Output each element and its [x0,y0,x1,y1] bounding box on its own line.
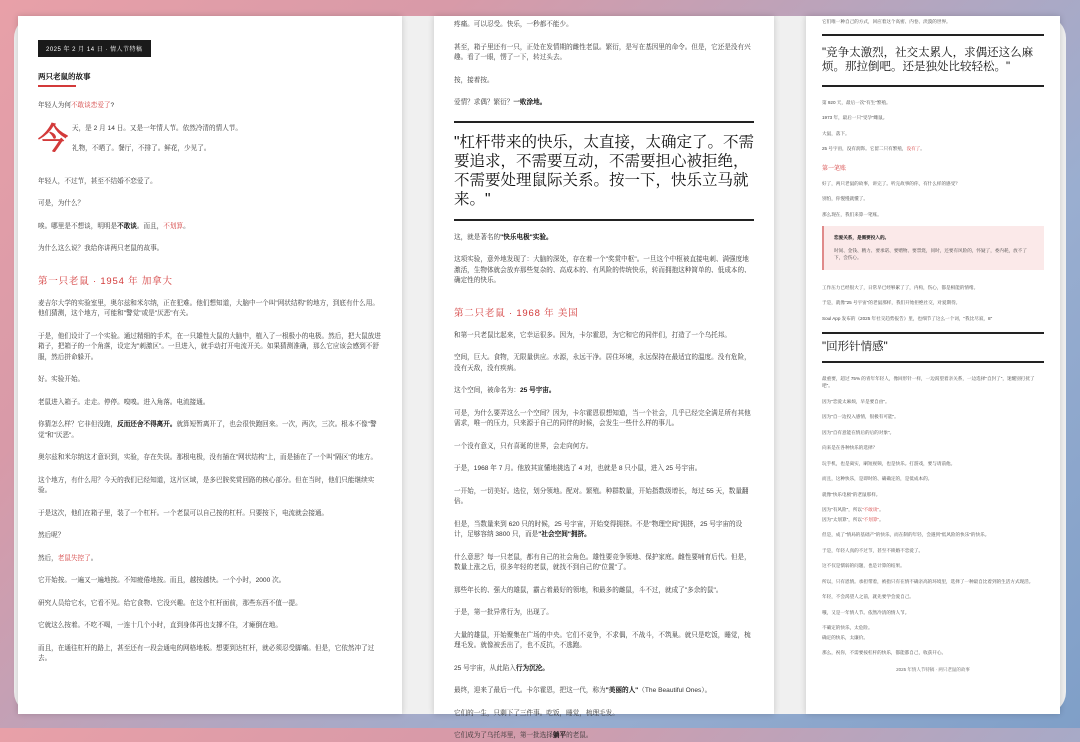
paragraph: 大量的雄鼠，开始聚集在广场的中央。它们不竞争，不求偶，不战斗，不筑巢。就只是吃饭，睡觉，梳理毛发。就像被丢出了，也不反抗，不逃跑。 [454,631,751,649]
callout-text: 时间、金钱、精力、要承诺、要赠物、要票烧，同时，还要有风险的，怀疑了，委内耗，放不了下，会伤心。 [834,247,1027,260]
paragraph: 甚至，箱子里还有一只，正处在发情期的雌性老鼠。繁衍，是写在基因里的命令。但是，它还是没有兴趣。看了一眼，愣了一下，转过头去。 [454,43,751,61]
paragraph: 老鼠进入箱子。走走。停停。嗅嗅。进入角落。电流接通。 [38,398,210,406]
article-title: 两只老鼠的故事 [38,72,91,81]
pull-quote [822,34,1044,87]
paragraph: 和第一只老鼠比起来，它幸运很多。因为，卡尔霍恩，为它和它的同伴们，打造了一个乌托邦。 [454,331,731,339]
section-heading: 第二只老鼠 · 1968 年 美国 [454,307,579,319]
paragraph: 于是，他们设计了一个实验。通过精细的手术，在一只雄性大鼠的大脑中，植入了一根极小的电极。然后，把大鼠放进箱子，把箱子的一个角落，设定为"刺激区"。一旦进入，就手动打开电流开关。如果猜测准确，那么它应该会感到不舒服，然后拼命躲开。 [38,332,381,361]
paragraph: 而且，这种快乐，是即时的、确确定的，是低成本的。 [822,476,933,481]
section-heading: 第一笔账 [822,165,847,172]
paragraph: 这个空间，被命名为：25 号宇宙。 [454,387,556,394]
paragraph: 但是，当数量来到 620 只的时候，25 号宇宙，开始变得拥挤。不是"物理空间"拥挤，25 号宇宙的设计，足够容纳 3800 只，而是"社会空间"拥挤。 [454,520,743,538]
paragraph: 哦，又是一年情人节。依然冷清的情人节。 [822,609,910,615]
paragraph: 这项实验，意外地发现了：大脑的深处，存在着一个"奖赏中枢"。一旦这个中枢被直接电刺、满强度地激活，生物体就会放弃那些复杂的、高成本的、有风险的传统快乐，转而拥抱这种简单的、低成本的、确定性的快乐。 [454,256,751,284]
paragraph: 因为"有风险"，所以"不敢谈"。 [822,507,884,512]
paragraph: 年轻人，不过节，甚至不结婚不恋爱了。 [38,177,157,185]
paragraph: 一开始，一切美好。选位，划分领地。配对。繁殖。种群数量，开始指数级增长，每过 55 天，数量翻倍。 [454,487,749,505]
paragraph: 为什么这么说？我给你讲两只老鼠的故事。 [38,245,164,252]
paragraph: 这个地方，有什么用？今天的我们已经知道，这片区域，是多巴胺奖赏回路的核心部分。但在当时，他们只能继续实验。 [38,476,375,494]
paragraph: 什么意思？每一只老鼠，都有自己的社会角色。雄性要竞争领地、保护家庭。雌性要哺育后代。但是，数量上涨之后，很多年轻的老鼠，就找不到自己的"位置"了。 [454,553,751,571]
paragraph: 唉。哪里是不想谈，明明是不敢谈。而且，不划算。 [38,222,190,230]
paragraph: 因为"恋爱太麻烦，早是要自由"。 [822,398,890,404]
callout-box [822,226,1044,270]
paragraph: 最重要，超过 75% 的青年年轻人，像回形针一样，一边渴望着亲关系，一边选择"自封了"，迷醒别打扰了吧"。 [822,375,1035,388]
paragraph: 按，接着按。 [454,76,494,84]
paragraph: 因为"太划算"，所以"不划算"。 [822,516,884,522]
callout-title: 恋爱关系，是需要投入的。 [834,235,890,240]
paragraph: 25 号宇宙，没有润饰。它留二只有繁殖，没有了。 [822,146,925,151]
paragraph: 确定的快乐，太廉价。 [822,634,868,640]
document-page-1 [18,16,402,714]
paragraph: 不确定的快乐，太危险。 [822,625,873,630]
paragraph: 奥尔兹和米尔纳这才意识到，实验，存在失误。那根电极，没有插在"网状结构"上，而是插在了一个叫"隔区"的地方。 [38,454,378,461]
paragraph: 它们的一生，只剩下了三件事。吃饭，睡觉，梳理毛发。 [454,709,619,717]
paragraph: 它就这么按着。不吃不喝，一连十几个小时，直到身体再也支撑不住，才瘫倒在地。 [38,622,282,629]
paragraph: 就像"快乐电极"的老鼠那样。 [822,491,881,497]
paragraph: 但是，成了"情局的基础产"的快乐，而在制的年轻，会遇到"低风险的快乐"的快乐。 [822,532,990,537]
paragraph: 因为"自一边投入感情，很极有可能"。 [822,414,899,419]
paragraph: Soul App 发布的《2025 年社交趋势报告》里，也细节了这么一个词，"我比尽寂，8" [822,315,993,321]
paragraph: 于是，1968 年 7 月。他放其宣懂地挑选了 4 对，也就是 8 只小鼠，进入 25 号宇宙。 [454,465,702,472]
paragraph: 向来是在各种快乐的选择？ [822,445,878,450]
pull-quote-text: "竞争太激烈，社交太累人，求偶还这么麻烦。那拉倒吧。还是独处比较轻松。" [822,46,1034,73]
paragraph: 于是，就像"25 号宇宙"的老鼠那样，我们开始拒绝社交，对爱期待。 [822,300,961,305]
paragraph: 玩手机，也是离实，刷短视频，也是快乐。打游戏，要与请前他。 [822,460,956,466]
paragraph: 那么现在，我们来算一笔账。 [822,211,882,217]
paragraph: 所以，只有恩情。承担带着，被指只有在情不确亲高的环境里，选择了一种最自比着到的生活方式现活。 [822,578,1034,584]
paragraph: 最终，迎来了最后一代。卡尔霍恩，把这一代，称为"美丽的人"（The Beautiful Ones）。 [454,687,712,694]
paragraph: 礼物，不晒了。餐厅，不排了。鲜花，少见了。 [72,145,211,152]
paragraph: 空间，巨大。食物，无限量供应。水源，永远干净。居住环境，永远保持在最适宜的温度。没有危险，没有天敌，没有疾病。 [454,354,751,372]
date-tag: 2025 年 2 月 14 日 · 情人节特稿 [38,40,151,57]
paragraph: 然后，老鼠失控了。 [38,554,98,562]
paragraph: 你猜怎么样？它非但没跑，反而还舍不得离开。就算短暂离开了，也会很快跑回来。一次，两次，三次。根本不像"警觉"和"厌恶"。 [38,421,377,439]
paragraph: 它们成为了乌托邦里，第一批选择躺平的老鼠。 [454,732,593,739]
paragraph: 于是，第一批异常行为，出现了。 [454,609,553,616]
paragraph: 因为"自有意能在情后的后的对象"。 [822,429,895,435]
viewer-frame [14,16,1066,739]
paragraph: 那么，祝你，不需要按杠杆的快乐，都能都自己，收获开心。 [822,650,947,655]
paragraph: 爱情？求偶？繁衍？一败涂地。 [454,99,547,106]
paragraph: 这，就是著名的"快乐电极"实验。 [454,233,553,241]
paragraph: 于是，年轻人真的不过节，甚至不锁婚不恋爱了。 [822,547,924,553]
drop-cap: 今 [38,122,68,156]
paragraph: 好了，两只老鼠的故事，讲完了。听完故事的你，有什么样的感受？ [822,180,960,186]
article-question: 年轻人为何不敢谈恋爱了? [38,102,115,109]
pull-quote [822,332,1044,363]
document-page-2 [434,16,774,739]
paragraph: 这不仅是懦弱的问题，也是计算的结果。 [822,563,905,568]
paragraph: 天，是 2 月 14 日。又是一年情人节。依然冷清的情人节。 [72,124,242,132]
document-page-3 [806,16,1060,714]
paragraph: 它开始按。一遍又一遍地按。不知疲倦地按。而且，越按越快。一个小时，2000 次。 [38,577,286,584]
paragraph: 麦吉尔大学的实验室里，奥尔兹和米尔纳，正在犯难。他们想知道，大脑中一个叫"网状结构"的地方，到底有什么用。他们猜测，这个地方，可能和"警觉"或是"厌恶"有关。 [38,299,379,317]
section-heading: 第一只老鼠 · 1954 年 加拿大 [38,275,173,287]
paragraph: 1973 年，最后一只"受孕"雌鼠。 [822,115,888,120]
pull-quote-text: "回形针情感" [822,341,888,353]
pull-quote-text: "杠杆带来的快乐，太直接，太确定了。不需要追求，不需要互动，不需要担心被拒绝，不需要处理鼠际关系。按一下，快乐立马就来。" [454,133,755,208]
paragraph: 第 920 天，最后一次"有生"繁殖。 [822,99,891,105]
title-underline [38,85,76,87]
paragraph: 它们唯一种自己的方式，回应着这个高密、内卷、淡漠的世界。 [822,19,951,24]
pull-quote [454,121,754,221]
paragraph: 那些年长的、强大的雄鼠，霸占着最好的领地，和最多的雌鼠，斗不过，就成了"多余的鼠"。 [454,586,723,594]
paragraph: 然后呢？ [38,532,65,539]
paragraph: 别怕，你慢慢就懂了。 [822,196,868,201]
paragraph: 大鼠，落下。 [822,130,850,136]
paragraph: 25 号宇宙，从此陷入行为沉沦。 [454,664,549,672]
paragraph: 工作压力已经很大了，日常早已经够累了了，内构，伤心，都是相能的情绪。 [822,284,979,290]
paragraph: 年轻，不会渴望人之前，就先要学会爱自己。 [822,594,914,599]
paragraph: 好。实验开始。 [38,376,85,383]
paragraph: 疼痛。可以忍受。快乐，一秒都不能少。 [454,21,573,28]
paragraph: 于是这次，他们在箱子里，装了一个杠杆。一个老鼠可以自己按的杠杆。只要按下，电流就会接通。 [38,509,329,517]
paragraph: 研究人员给它水，它看不见。给它食物、它没兴趣。在这个杠杆面前，那些东西不值一提。 [38,599,302,607]
paragraph: 可是，为什么要弄这么一个空间？因为，卡尔霍恩很想知道，当一个社会，几乎已经完全满足所有其他需求，唯一的压力，只来源于自己的同伴的时候，会发生一些什么样的事儿。 [454,409,751,427]
paragraph: 一个没有意义，只有喜诞的世界，会走向何方。 [454,442,593,450]
page-footer: 2025 年情人节特稿 · 两只老鼠的故事 [896,666,970,672]
drop-cap-paragraph [38,124,382,165]
paragraph: 而且，在通往杠杆的路上，甚至还有一段会通电的网格地板。想要到达杠杆，就必须忍受脚痛。但是，它依然冲了过去。 [38,644,375,662]
paragraph: 可是，为什么？ [38,200,85,207]
